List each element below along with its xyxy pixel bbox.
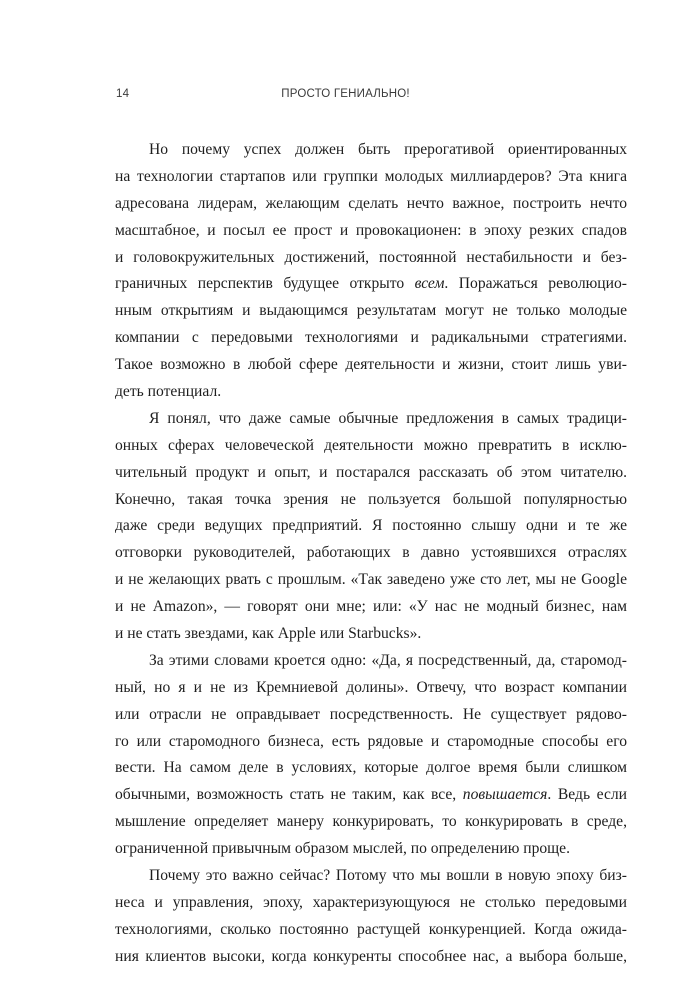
text-line: компании с передовыми технологиями и радикальными стратегиями. <box>115 329 627 347</box>
text-line: и не стать звездами, как Apple или Starbucks». <box>115 625 422 643</box>
text-line: и головокружительных достижений, постоянной нестабильности и без- <box>115 248 627 266</box>
text-line: нным открытиям и выдающимся результатам могут не только молодые <box>115 302 627 320</box>
text-line: Почему это важно сейчас? Потому что мы вошли в новую эпоху биз- <box>149 867 627 885</box>
text-line: отговорки руководителей, работающих в давно устоявшихся отраслях <box>115 544 627 562</box>
page-header <box>116 88 575 106</box>
text-line: чительный продукт и опыт, и постарался рассказать об этом читателю. <box>115 463 627 481</box>
text-line: го или старомодного бизнеса, есть рядовые и старомодные способы его <box>115 732 627 750</box>
text-line: неса и управления, эпоху, характеризующуюся не столько передовыми <box>115 893 627 911</box>
text-line: ограниченной привычным образом мыслей, по определению проще. <box>115 840 571 858</box>
text-line: на технологии стартапов или группки молодых миллиардеров? Эта книга <box>115 167 627 185</box>
body-text <box>115 137 627 971</box>
text-line: вести. На самом деле в условиях, которые долгое время были слишком <box>115 759 627 777</box>
text-line: технологиями, сколько постоянно растущей конкуренцией. Когда ожида- <box>115 920 627 938</box>
text-line: Но почему успех должен быть прерогативой ориентированных <box>149 141 627 158</box>
text-line: Я понял, что даже самые обычные предложения в самых традици- <box>149 409 627 427</box>
text-line: обычными, возможность стать не таким, как все, повышается. Ведь если <box>115 786 627 804</box>
text-line: мышление определяет манеру конкурировать, то конкурировать в среде, <box>115 813 627 831</box>
text-line: даже среди ведущих предприятий. Я постоянно слышу одни и те же <box>115 517 627 535</box>
text-line: Такое возможно в любой сфере деятельности и жизни, стоит лишь уви- <box>115 356 627 374</box>
page-number: 14 <box>116 88 130 100</box>
emphasis: всем <box>414 275 445 293</box>
text-line: граничных перспектив будущее открыто всем. Поражаться революцио- <box>115 275 627 293</box>
text-line: деть потенциал. <box>115 383 222 401</box>
running-title: ПРОСТО ГЕНИАЛЬНО! <box>281 88 410 100</box>
text-line: адресована лидерам, желающим сделать нечто важное, построить нечто <box>115 194 627 212</box>
text-line: Конечно, такая точка зрения не пользуется большой популярностью <box>115 490 627 508</box>
text-line: За этими словами кроется одно: «Да, я посредственный, да, старомод- <box>149 651 627 669</box>
emphasis: повышается <box>462 786 548 804</box>
text-line: ния клиентов высоки, когда конкуренты способнее нас, а выбора больше, <box>115 947 627 965</box>
text-line: или отрасли не оправдывает посредственность. Не существует рядово- <box>115 705 627 723</box>
text-line: и не желающих рвать с прошлым. «Так заведено уже сто лет, мы не Google <box>115 571 627 589</box>
text-line: и не Amazon», — говорят они мне; или: «У нас не модный бизнес, нам <box>115 598 627 616</box>
text-line: онных сферах человеческой деятельности можно превратить в исклю- <box>115 436 627 454</box>
text-line: ный, но я и не из Кремниевой долины». Отвечу, что возраст компании <box>115 678 627 696</box>
text-line: масштабное, и посыл ее прост и провокационен: в эпоху резких спадов <box>115 221 627 239</box>
